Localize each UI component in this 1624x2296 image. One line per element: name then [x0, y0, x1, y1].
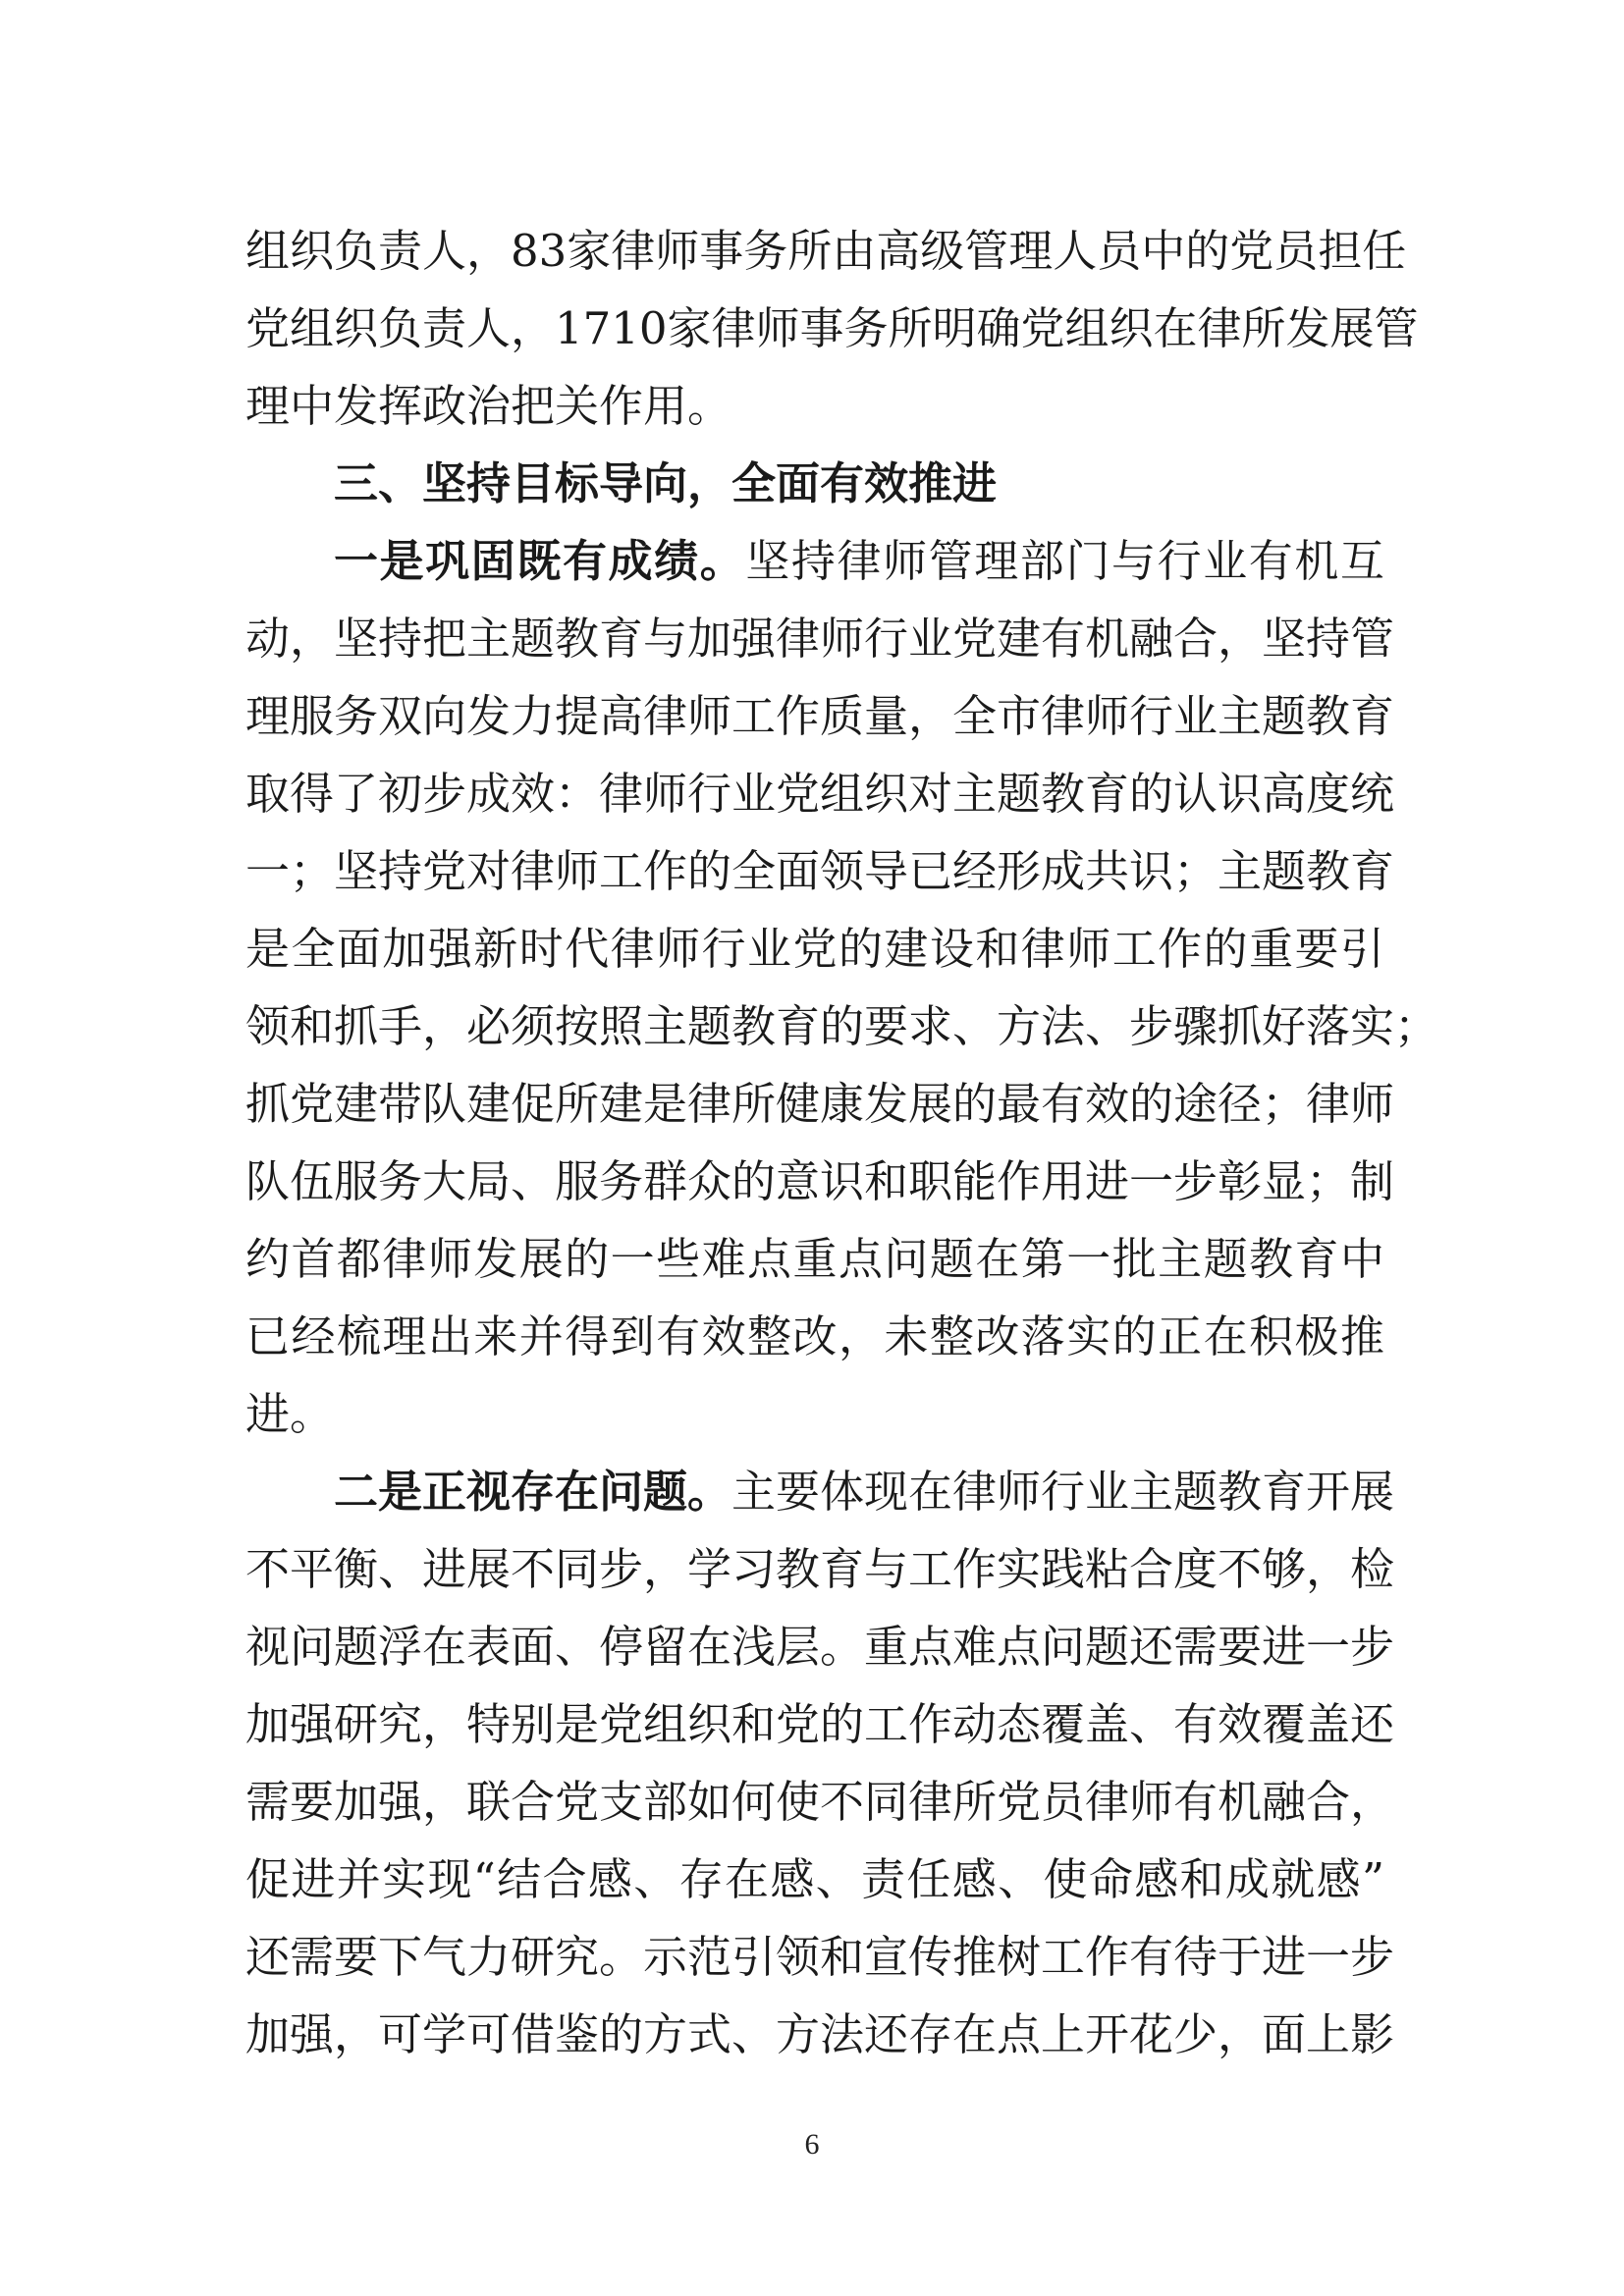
text-line: 已经梳理出来并得到有效整改，未整改落实的正在积极推 [245, 1310, 1384, 1362]
text-line [245, 522, 1384, 600]
text-line: 是全面加强新时代律师行业党的建设和律师工作的重要引 [245, 923, 1384, 975]
text-line: 组织负责人，83家律师事务所由高级管理人员中的党员担任 [245, 225, 1407, 277]
paragraph-lead: 二是正视存在问题。 [334, 1466, 732, 1518]
text-line: 进。 [245, 1388, 335, 1440]
page-number: 6 [804, 2128, 820, 2161]
text-line: 还需要下气力研究。示范引领和宣传推树工作有待于进一步 [245, 1931, 1395, 1983]
text-run: 坚持律师管理部门与行业有机互 [745, 535, 1384, 587]
document-page [245, 212, 1439, 2073]
section-heading: 三、坚持目标导向，全面有效推进 [334, 457, 998, 509]
text-line: 理中发挥政治把关作用。 [245, 380, 732, 432]
text-line: 领和抓手，必须按照主题教育的要求、方法、步骤抓好落实； [245, 1000, 1439, 1052]
text-line: 取得了初步成效：律师行业党组织对主题教育的认识高度统 [245, 768, 1395, 820]
text-line: 动，坚持把主题教育与加强律师行业党建有机融合，坚持管 [245, 613, 1395, 665]
text-line: 队伍服务大局、服务群众的意识和职能作用进一步彰显；制 [245, 1155, 1395, 1207]
paragraph-consolidate-achievements [245, 522, 1439, 1453]
text-line: 加强，可学可借鉴的方式、方法还存在点上开花少，面上影 [245, 2008, 1395, 2060]
paragraph-continuation [245, 212, 1419, 445]
text-line: 促进并实现“结合感、存在感、责任感、使命感和成就感” [245, 1853, 1384, 1905]
text-line: 加强研究，特别是党组织和党的工作动态覆盖、有效覆盖还 [245, 1698, 1395, 1750]
text-line: 抓党建带队建促所建是律所健康发展的最有效的途径；律师 [245, 1078, 1395, 1130]
text-run: 主要体现在律师行业主题教育开展 [731, 1466, 1395, 1518]
text-line: 不平衡、进展不同步，学习教育与工作实践粘合度不够，检 [245, 1543, 1395, 1595]
text-line: 理服务双向发力提高律师工作质量，全市律师行业主题教育 [245, 690, 1395, 742]
text-line: 一；坚持党对律师工作的全面领导已经形成共识；主题教育 [245, 845, 1395, 897]
text-line: 需要加强，联合党支部如何使不同律所党员律师有机融合， [245, 1776, 1395, 1828]
paragraph-lead: 一是巩固既有成绩。 [334, 535, 746, 587]
text-line [245, 1453, 1395, 1530]
paragraph-face-problems [245, 1453, 1395, 2073]
text-line: 视问题浮在表面、停留在浅层。重点难点问题还需要进一步 [245, 1621, 1395, 1673]
text-line: 党组织负责人，1710家律师事务所明确党组织在律所发展管 [245, 302, 1419, 354]
text-line: 约首都律师发展的一些难点重点问题在第一批主题教育中 [245, 1233, 1384, 1285]
